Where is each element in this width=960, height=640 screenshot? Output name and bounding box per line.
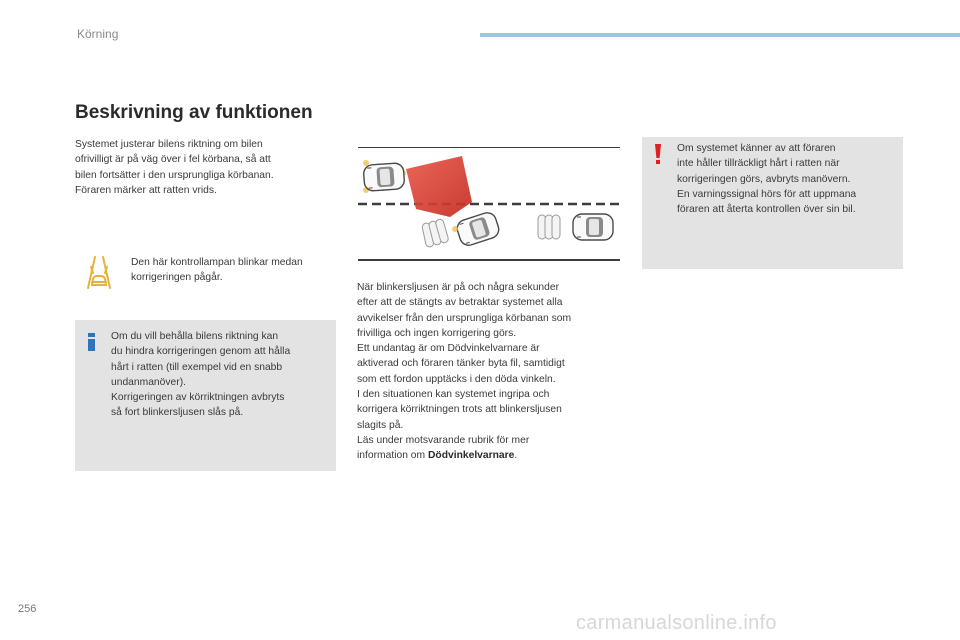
info-note-text (111, 329, 333, 421)
watermark: carmanualsonline.info (576, 612, 777, 634)
lamp-description (131, 255, 341, 286)
main-line: När blinkersljusen är på och några sekunder (357, 282, 560, 293)
main-line-last (357, 448, 619, 463)
main-line: avvikelser från den ursprungliga körbanan som (357, 312, 572, 324)
warning-note-text (677, 141, 899, 217)
lane-keeping-warning-lamp-icon (80, 254, 118, 290)
main-line: I den situationen kan systemet ingripa och (357, 389, 550, 401)
main-paragraph (357, 280, 619, 464)
intro-line: Föraren märker att ratten vrids. (75, 184, 217, 196)
exclamation-warning-icon (654, 144, 662, 164)
main-line: slagits på. (357, 419, 404, 431)
blind-spot-reference: Dödvinkelvarnare (427, 450, 515, 462)
main-line: efter att de stängts av betraktar systemet alla (357, 297, 563, 309)
warning-line: föraren att återta kontrollen över sin bil. (677, 204, 856, 216)
main-line: frivilliga och ingen korrigering görs. (357, 327, 517, 339)
section-header: Körning (77, 27, 119, 41)
intro-line: ofrivilligt är på väg över i fel körbana, så att (75, 154, 271, 166)
main-line: korrigera körriktningen trots att blinkersljusen (357, 404, 562, 416)
page-title: Beskrivning av funktionen (75, 102, 313, 123)
info-line: så fort blinkersljusen slås på. (111, 407, 244, 419)
main-last-suffix: . (514, 450, 518, 462)
info-line: du hindra korrigeringen genom att hålla (111, 346, 291, 358)
lamp-line: korrigeringen pågår. (131, 272, 223, 284)
warning-line: inte håller tillräckligt hårt i ratten när (677, 158, 840, 170)
intro-paragraph (75, 137, 337, 198)
main-line: Läs under motsvarande rubrik för mer (357, 434, 530, 446)
intro-line: bilen fortsätter i den ursprungliga körbanan. (75, 169, 274, 181)
main-line: aktiverad och föraren tänker byta fil, samtidigt (357, 358, 565, 370)
page-number: 256 (18, 603, 37, 615)
main-line: som ett fordon upptäcks i den döda vinkeln. (357, 373, 556, 385)
warning-line: korrigeringen görs, avbryts manövern. (677, 173, 851, 185)
header-accent-bar (480, 33, 960, 37)
main-last-prefix: information om (357, 450, 428, 462)
info-line: undanmanöver). (111, 376, 186, 388)
info-line: Korrigeringen av körriktningen avbryts (111, 392, 285, 404)
info-line: Om du vill behålla bilens riktning kan (111, 331, 279, 342)
info-icon (88, 333, 95, 351)
warning-line: En varningssignal hörs för att uppmana (677, 188, 857, 200)
main-line: Ett undantag är om Dödvinkelvarnare är (357, 343, 540, 355)
info-line: hårt i ratten (till exempel vid en snabb (111, 361, 283, 373)
lane-correction-illustration (358, 147, 620, 263)
intro-line: Systemet justerar bilens riktning om bilen (75, 139, 263, 150)
lamp-line: Den här kontrollampan blinkar medan (131, 257, 303, 268)
warning-line: Om systemet känner av att föraren (677, 143, 836, 154)
